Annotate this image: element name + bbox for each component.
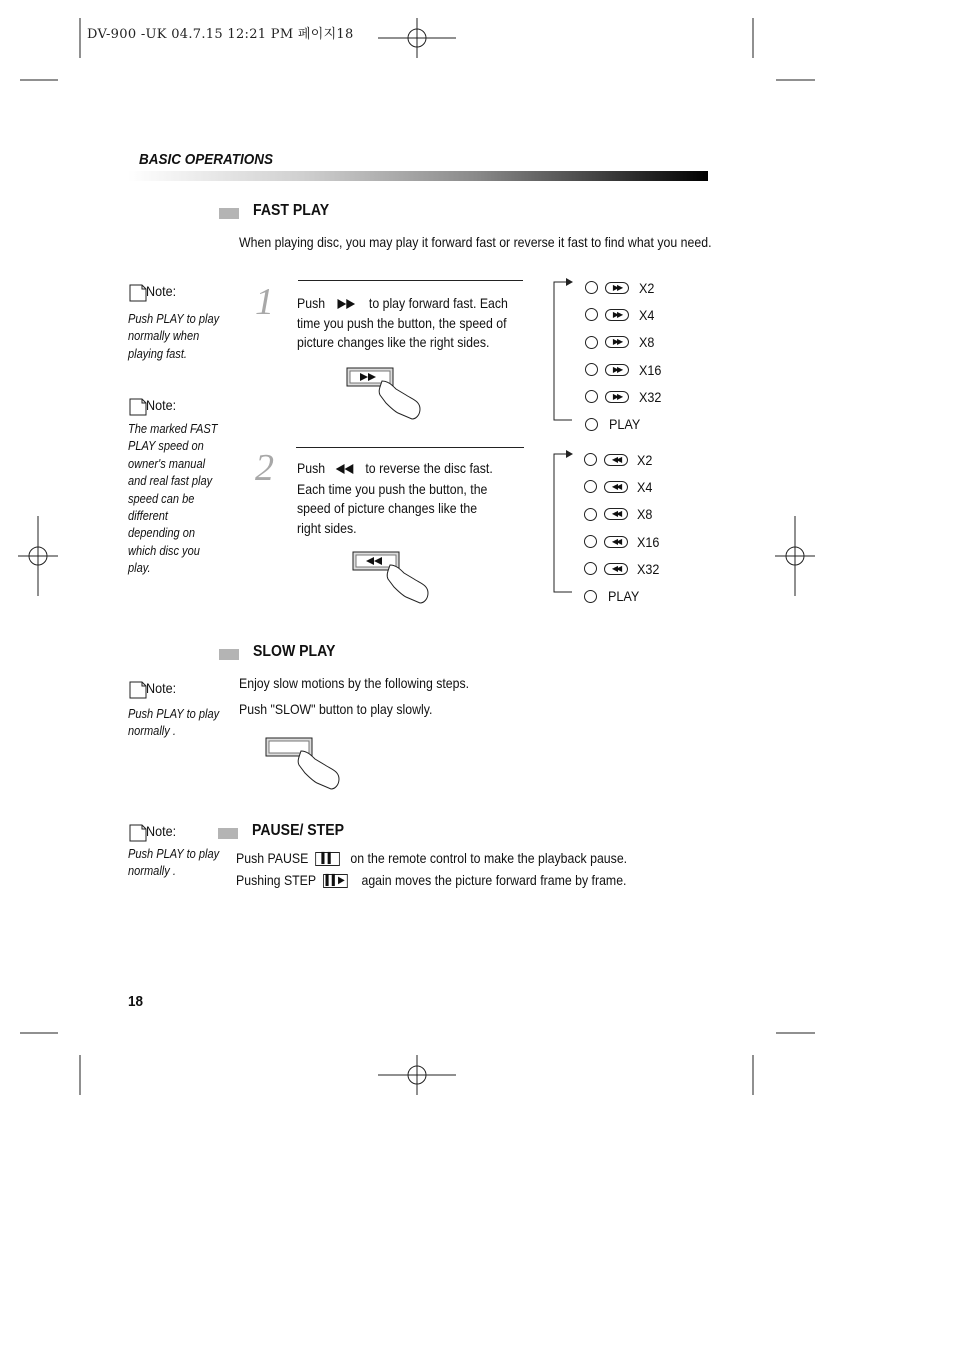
speed-label: X8 <box>637 506 653 523</box>
slow-play-title: SLOW PLAY <box>253 643 336 660</box>
note-text <box>128 705 235 740</box>
note-icon <box>128 283 148 303</box>
note-icon <box>128 397 148 417</box>
note-line: normally . <box>128 863 176 879</box>
step-rule <box>298 280 523 281</box>
speed-label: X32 <box>637 560 660 577</box>
step2-line: speed of picture changes like the <box>297 500 478 516</box>
speed-label: X8 <box>639 334 655 351</box>
slow-play-line: Enjoy slow motions by the following steps. <box>239 675 470 691</box>
step2-line: Each time you push the button, the <box>297 480 488 497</box>
indicator-circle <box>584 508 597 521</box>
indicator-circle <box>585 281 598 294</box>
hand-pointer-icon <box>352 551 434 605</box>
speed-label: PLAY <box>609 416 641 433</box>
note-line: which disc you <box>128 542 200 558</box>
note-label: Note: <box>146 397 177 413</box>
indicator-circle <box>585 336 598 349</box>
step-rule <box>296 447 524 448</box>
step-number: 1 <box>255 281 274 323</box>
step2-line: to reverse the disc fast. <box>365 460 493 476</box>
hand-pointer-icon <box>265 737 345 791</box>
indicator-circle <box>584 480 597 493</box>
fast-reverse-icon: ◀◀ <box>604 454 628 466</box>
note-line: PLAY speed on <box>128 438 204 454</box>
step-line: Pushing STEP <box>236 872 316 888</box>
note-text <box>128 845 235 880</box>
indicator-circle <box>585 390 598 403</box>
speed-label: X2 <box>639 279 655 296</box>
fast-reverse-icon: ◀◀ <box>604 563 628 575</box>
note-line: Push PLAY to play <box>128 846 220 861</box>
section-marker <box>218 828 238 839</box>
note-text <box>128 420 233 577</box>
section-marker <box>219 208 239 219</box>
print-header: DV-900 -UK 04.7.15 12:21 PM 페이지18 <box>87 27 354 42</box>
step-line: again moves the picture forward frame by frame. <box>361 872 627 888</box>
fast-forward-icon: ▶▶ <box>605 364 629 376</box>
note-icon <box>128 823 148 843</box>
note-text <box>128 310 235 362</box>
note-line: and real fast play <box>128 473 213 489</box>
step1-line: Push <box>297 295 326 311</box>
note-line: play. <box>128 560 151 576</box>
reverse-speed-sequence <box>584 446 662 610</box>
note-line: normally when <box>128 328 200 344</box>
indicator-circle <box>585 418 598 431</box>
fast-forward-icon <box>336 298 359 310</box>
note-line: Push PLAY to play <box>128 311 220 326</box>
page-number: 18 <box>128 993 144 1010</box>
speed-label: X16 <box>639 361 662 378</box>
pause-line: Push PAUSE <box>236 850 309 866</box>
note-icon <box>128 680 148 700</box>
fast-reverse-icon <box>334 463 357 475</box>
note-line: normally . <box>128 723 176 739</box>
speed-label: X2 <box>637 451 653 468</box>
step1-line: picture changes like the right sides. <box>297 334 490 350</box>
note-label: Note: <box>146 680 177 696</box>
fast-reverse-icon: ◀◀ <box>604 508 628 520</box>
note-line: Push PLAY to play <box>128 706 220 721</box>
note-line: different <box>128 508 168 524</box>
step2-line: right sides. <box>297 519 357 536</box>
fast-forward-icon: ▶▶ <box>605 391 629 403</box>
note-label: Note: <box>146 283 177 299</box>
section-header: BASIC OPERATIONS <box>139 151 274 168</box>
fast-forward-icon: ▶▶ <box>605 336 629 348</box>
fast-reverse-icon: ◀◀ <box>604 536 628 548</box>
fast-reverse-icon: ◀◀ <box>604 481 628 493</box>
step1-line: to play forward fast. Each <box>368 295 508 311</box>
step-icon: ▌▌▶ <box>323 874 348 888</box>
speed-label: X4 <box>637 478 653 495</box>
speed-label: X4 <box>639 306 655 323</box>
indicator-circle <box>584 535 597 548</box>
step-number: 2 <box>255 447 274 489</box>
note-line: playing fast. <box>128 345 187 361</box>
note-line: The marked FAST <box>128 421 218 436</box>
note-line: owner's manual <box>128 455 206 471</box>
speed-label: PLAY <box>608 588 640 605</box>
fast-play-title: FAST PLAY <box>253 202 330 219</box>
pause-step-title: PAUSE/ STEP <box>252 822 345 839</box>
note-label: Note: <box>146 823 177 839</box>
step2-line: Push <box>297 460 326 476</box>
indicator-circle <box>584 453 597 466</box>
header-gradient-bar <box>128 171 708 181</box>
step1-line: time you push the button, the speed of <box>297 314 507 331</box>
slow-play-line: Push "SLOW" button to play slowly. <box>239 700 433 717</box>
indicator-circle <box>584 562 597 575</box>
fast-play-intro: When playing disc, you may play it forward fast or reverse it fast to find what you need. <box>239 234 712 250</box>
speed-label: X16 <box>637 533 660 550</box>
note-line: speed can be <box>128 490 195 506</box>
pause-line: on the remote control to make the playback pause. <box>350 850 628 866</box>
note-line: depending on <box>128 525 195 541</box>
indicator-circle <box>585 308 598 321</box>
indicator-circle <box>584 590 597 603</box>
indicator-circle <box>585 363 598 376</box>
speed-label: X32 <box>639 388 662 405</box>
pause-icon: ▌▌ <box>315 852 340 866</box>
fast-forward-icon: ▶▶ <box>605 309 629 321</box>
section-marker <box>219 649 239 660</box>
sequence-bracket <box>548 276 578 424</box>
hand-pointer-icon <box>346 367 426 421</box>
sequence-bracket <box>548 448 578 596</box>
fast-forward-icon: ▶▶ <box>605 282 629 294</box>
forward-speed-sequence <box>585 274 664 438</box>
